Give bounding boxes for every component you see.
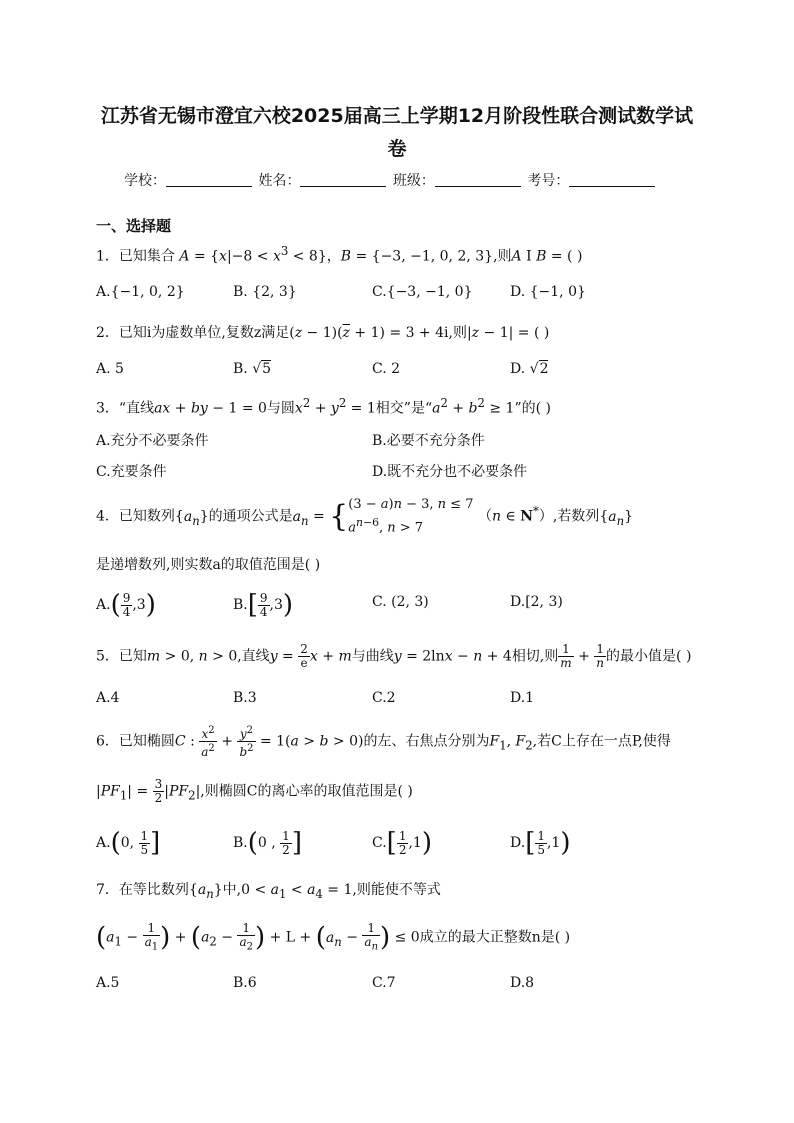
q7-end: 成立的最大正整数n是( ) (419, 929, 571, 946)
q3-end: ”的( ) (514, 400, 551, 417)
q3-option-b[interactable]: B.必要不充分条件 (372, 433, 485, 449)
q1-option-c[interactable]: C.{−3, −1, 0} (372, 284, 473, 300)
question-6: 6．已知椭圆C : $\frac{x^2}{a^2}$ + $\frac{y^2}{b^2}$ = 1(a > b > 0)的左、右焦点分别为$F_1$, $F_2$,若C上存在一点P,使得 (96, 725, 671, 759)
q5-end: 的最小值是( ) (606, 648, 692, 665)
question-3: 3．“直线ax + by − 1 = 0与圆$x^2 + y^2 = 1$相交”是“$a^2 + b^2 \ge 1$”的( ) (96, 396, 551, 417)
name-label: 姓名： (258, 173, 301, 189)
question-7-cont: ($a_1$ − $\frac{1}{a_1}$ ) + ($a_2$ − $\frac{1}{a_2}$ ) + $L + (a_n$ − $\frac{1}{a_n}$ ) ≤ 0成立的最大正整数n是( ) (96, 921, 571, 953)
q1-stem: 1．已知集合 (96, 248, 175, 265)
class-label: 班级： (392, 173, 435, 189)
q1-then: ,则 (493, 248, 512, 265)
q4-stem: 4．已知数列 (96, 508, 175, 525)
q3-option-d[interactable]: D.既不充分也不必要条件 (372, 464, 528, 480)
q5-option-a[interactable]: A.4 (96, 690, 120, 706)
school-blank[interactable] (166, 172, 252, 187)
question-4: 4．已知数列$\{a_n\}$的通项公式是$a_n$ = { (3 − a)n − 3, n ≤ 7 $a^{n-6}$, n > 7 （n ∈ N*）,若数列$\{a_n\}$ (96, 497, 634, 536)
q7-option-b[interactable]: B.6 (233, 975, 257, 991)
q4-mid2: ）,若数列 (538, 508, 600, 525)
q5-option-c[interactable]: C.2 (372, 690, 396, 706)
question-7: 7．在等比数列$\{a_n\}$中$,0 < a_1 < a_4 = 1$,则能使不等式 (96, 882, 441, 901)
q7-stem: 7．在等比数列 (96, 882, 189, 898)
q6-option-b[interactable]: B.(0 , $\frac{1}{2}$ ] (233, 828, 302, 858)
q6-mid2: ,若C上存在一点P,使得 (532, 733, 671, 750)
q5-option-d[interactable]: D.1 (510, 690, 535, 706)
q6-option-a[interactable]: A.(0, $\frac{1}{5}$ ] (96, 828, 161, 858)
student-info-row (124, 170, 657, 190)
q7-option-a[interactable]: A.5 (96, 975, 120, 991)
q4-option-d[interactable]: D.[2, 3) (510, 594, 563, 610)
q2-option-b[interactable]: B. √5 (233, 361, 272, 377)
q5-mid1: ,直线 (237, 648, 270, 665)
q2-stem: 2．已知i为虚数单位,复数z满足 (96, 325, 290, 341)
number-label: 考号： (527, 173, 570, 189)
q4-option-b[interactable]: B.[ $\frac{9}{4}$ ,3) (233, 590, 294, 620)
q3-mid2: 相交”是“ (375, 400, 433, 417)
section-title: 一、选择题 (96, 217, 172, 235)
q6-end: ,则椭圆C的离心率的取值范围是( ) (200, 783, 413, 800)
q1-option-d[interactable]: D. {−1, 0} (510, 284, 586, 300)
q5-option-b[interactable]: B.3 (233, 690, 257, 706)
q6-stem: 6．已知椭圆 (96, 733, 175, 750)
q3-mid1: 与圆 (266, 400, 295, 417)
question-6-cont: $|PF_1|$ = $\frac{3}{2}$ $|PF_2|$,则椭圆C的离心率的取值范围是( ) (96, 777, 413, 805)
title-line-1: 江苏省无锡市澄宜六校2025届高三上学期12月阶段性联合测试数学试 (100, 105, 694, 127)
q5-stem: 5．已知 (96, 648, 147, 665)
school-label: 学校： (124, 173, 166, 189)
question-5: 5．已知m > 0, n > 0,直线y = $\frac{2}{e}$ x + m与曲线y = 2lnx − n + 4相切,则 $\frac{1}{m}$ + $\frac{1}{n}$ 的最小值是( ) (96, 642, 692, 670)
exam-title (80, 100, 714, 166)
q1-option-a[interactable]: A.{−1, 0, 2} (96, 284, 185, 300)
q4-option-a[interactable]: A.( $\frac{9}{4}$ ,3) (96, 590, 156, 620)
q7-option-c[interactable]: C.7 (372, 975, 396, 991)
question-1: 1．已知集合 $A = \{x|-8 < x^3 < 8\}$，B = {−3, −1, 0, 2, 3},则A I B = ( ) (96, 244, 583, 265)
q5-mid2: 与曲线 (351, 648, 394, 665)
q7-mid1: 中, (222, 882, 242, 898)
class-blank[interactable] (435, 172, 521, 187)
q1-sep: ， (326, 248, 341, 265)
q3-option-c[interactable]: C.充要条件 (96, 464, 167, 480)
q3-stem: 3．“直线 (96, 400, 155, 417)
q2-option-d[interactable]: D. √2 (510, 361, 549, 377)
q2-paren: ( ) (533, 325, 550, 341)
q1-option-b[interactable]: B. {2, 3} (233, 284, 297, 300)
q4-lp: （ (477, 508, 492, 525)
title-line-2: 卷 (387, 138, 407, 160)
q4-mid1: 的通项公式是 (208, 508, 293, 525)
number-blank[interactable] (569, 172, 655, 187)
q2-option-c[interactable]: C. 2 (372, 361, 401, 377)
q1-paren: ( ) (567, 248, 583, 265)
q7-mid2: ,则能使不等式 (352, 882, 441, 898)
q6-option-c[interactable]: C.[ $\frac{1}{2}$ ,1) (372, 828, 432, 858)
q6-mid1: 的左、右焦点分别为 (363, 733, 490, 750)
q3-option-a[interactable]: A.充分不必要条件 (96, 433, 209, 449)
q2-option-a[interactable]: A. 5 (96, 361, 124, 377)
q7-option-d[interactable]: D.8 (510, 975, 535, 991)
q5-mid3: 相切,则 (511, 648, 559, 665)
q6-option-d[interactable]: D.[ $\frac{1}{5}$ ,1) (510, 828, 571, 858)
name-blank[interactable] (300, 172, 386, 187)
q2-then: ,则 (448, 325, 467, 341)
question-4-cont: 是递增数列,则实数a的取值范围是( ) (96, 557, 321, 573)
question-2: 2．已知i为虚数单位,复数z满足$(z - 1)(\overline{z} + 1) = 3 + 4i$,则|z − 1| = ( ) (96, 325, 550, 341)
q4-option-c[interactable]: C. (2, 3) (372, 594, 429, 610)
